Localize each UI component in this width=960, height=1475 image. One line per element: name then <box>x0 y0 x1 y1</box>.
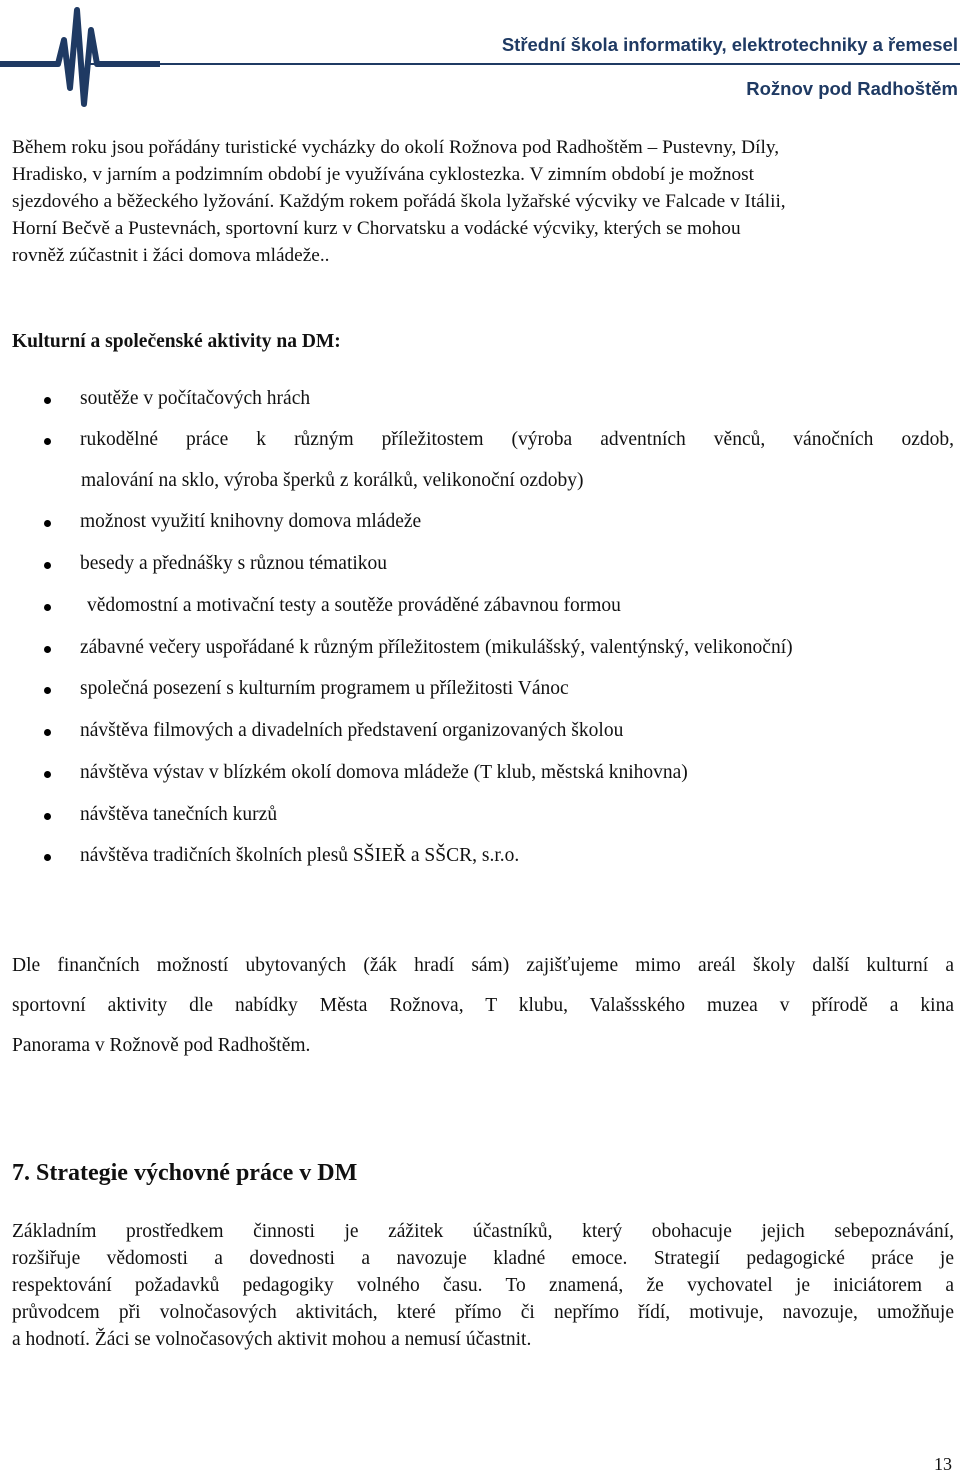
paragraph-line: Dle finančních možností ubytovaných (žák hradí sám) zajišťujeme mimo areál školy další kulturní a <box>12 955 954 976</box>
bullet-icon <box>44 687 51 694</box>
activities-heading: Kulturní a společenské aktivity na DM: <box>12 331 341 352</box>
bullet-icon <box>44 397 51 404</box>
intro-paragraph <box>12 134 942 269</box>
paragraph-line: sportovní aktivity dle nabídky Města Rožnova, T klubu, Valašsského muzea v přírodě a kina <box>12 995 954 1016</box>
intro-line: sjezdového a běžeckého lyžování. Každým rokem pořádá škola lyžařské výcviky ve Falcade v Itálii, <box>12 191 786 212</box>
page-number: 13 <box>934 1454 952 1474</box>
bullet-icon <box>44 813 51 820</box>
intro-line: Hradisko, v jarním a podzimním období je využívána cyklostezka. V zimním období je možnost <box>12 164 755 185</box>
intro-line: Horní Bečvě a Pustevnách, sportovní kurz v Chorvatsku a vodácké výcviky, kterých se mohou <box>12 218 741 239</box>
paragraph-line: rozšiřuje vědomosti a dovednosti a navozuje kladné emoce. Strategií pedagogické práce je <box>12 1248 954 1269</box>
bullet-icon <box>44 646 51 653</box>
heartbeat-pulse-logo-icon <box>0 0 160 110</box>
paragraph-line: respektování požadavků pedagogiky volného času. To znamená, že vychovatel je iniciátorem a <box>12 1275 954 1296</box>
list-item-continuation: malování na sklo, výroba šperků z korálků, velikonoční ozdoby) <box>81 470 584 491</box>
paragraph-line: Základním prostředkem činnosti je zážitek účastníků, který obohacuje jejich sebepoznávání, <box>12 1221 954 1242</box>
bullet-icon <box>44 562 51 569</box>
paragraph-line: průvodcem při volnočasových aktivitách, které přímo či nepřímo řídí, motivuje, navozuje, umožňuje <box>12 1302 954 1323</box>
bullet-icon <box>44 771 51 778</box>
chapter-heading: 7. Strategie výchovné práce v DM <box>12 1160 358 1186</box>
school-location: Rožnov pod Radhoštěm <box>746 78 958 99</box>
bullet-icon <box>44 438 51 445</box>
bullet-icon <box>44 604 51 611</box>
financial-paragraph <box>12 946 954 1066</box>
strategy-paragraph <box>12 1218 954 1353</box>
intro-line: Během roku jsou pořádány turistické vycházky do okolí Rožnova pod Radhoštěm – Pustevny, Díly, <box>12 137 780 158</box>
bullet-icon <box>44 854 51 861</box>
bullet-icon <box>44 520 51 527</box>
header-divider <box>88 63 960 65</box>
page-header <box>0 0 960 110</box>
paragraph-line: a hodnotí. Žáci se volnočasových aktivit mohou a nemusí účastnit. <box>12 1329 532 1350</box>
intro-line: rovněž zúčastnit i žáci domova mládeže.. <box>12 245 330 266</box>
school-name: Střední škola informatiky, elektrotechniky a řemesel <box>501 34 958 55</box>
bullet-icon <box>44 729 51 736</box>
paragraph-line: Panorama v Rožnově pod Radhoštěm. <box>12 1035 311 1056</box>
